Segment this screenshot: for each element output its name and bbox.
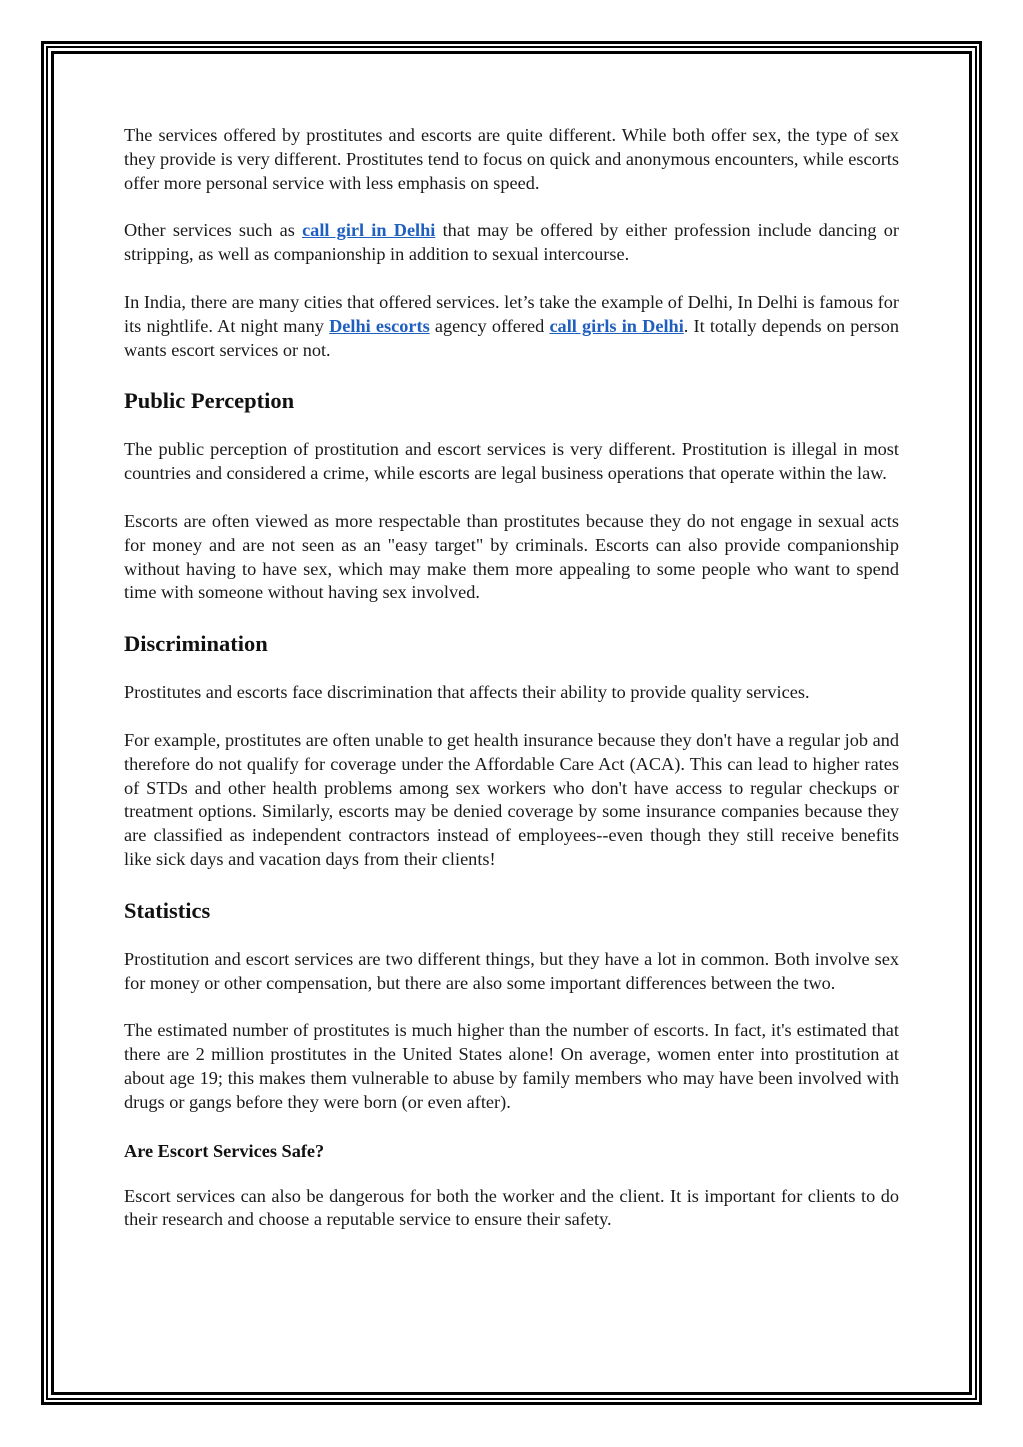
link-call-girls-in-delhi[interactable]: call girls in Delhi xyxy=(549,315,684,336)
paragraph-text: In India, there are many cities that offered services. let’s take the example of Delhi, In Delhi is famous for its nightlife. At night many xyxy=(124,291,899,336)
document-body xyxy=(124,124,899,1256)
paragraph-statistics-2: The estimated number of prostitutes is much higher than the number of escorts. In fact, it's estimated that there are 2 million prostitutes in the United States alone! On average, women enter into prostitution at about age 19; this makes them vulnerable to abuse by family members who may have been involved with drugs or gangs before they were born (or even after). xyxy=(124,1020,899,1112)
paragraph-public-perception-1: The public perception of prostitution and escort services is very different. Prostitution is illegal in most countries and considered a crime, while escorts are legal business operations that operate within the law. xyxy=(124,439,899,484)
heading-discrimination: Discrimination xyxy=(124,631,268,657)
heading-statistics: Statistics xyxy=(124,897,211,923)
paragraph-discrimination-2: For example, prostitutes are often unable to get health insurance because they don't have a regular job and therefore do not qualify for coverage under the Affordable Care Act (ACA). This can lead to higher rates of STDs and other health problems among sex workers who don't have access to regular checkups or treatment options. Similarly, escorts may be denied coverage by some insurance companies because they are classified as independent contractors instead of employees--even though they still receive benefits like sick days and vacation days from their clients! xyxy=(124,729,899,869)
link-delhi-escorts[interactable]: Delhi escorts xyxy=(329,315,430,336)
paragraph-intro: The services offered by prostitutes and escorts are quite different. While both offer sex, the type of sex they provide is very different. Prostitutes tend to focus on quick and anonymous encounters, while escorts offer more personal service with less emphasis on speed. xyxy=(124,125,899,193)
heading-public-perception: Public Perception xyxy=(124,388,295,414)
paragraph-india xyxy=(124,291,899,362)
paragraph-text: . It totally depends on person wants escort services or not. xyxy=(124,315,899,360)
paragraph-other-services xyxy=(124,219,899,267)
paragraph-text: that may be offered by either profession include dancing or stripping, as well as companionship in addition to sexual intercourse. xyxy=(124,220,899,265)
paragraph-statistics-1: Prostitution and escort services are two different things, but they have a lot in common. Both involve sex for money or other compensation, but there are also some important differences between the two. xyxy=(124,948,899,993)
paragraph-discrimination-1: Prostitutes and escorts face discrimination that affects their ability to provide quality services. xyxy=(124,682,810,703)
paragraph-safety: Escort services can also be dangerous for both the worker and the client. It is important for clients to do their research and choose a reputable service to ensure their safety. xyxy=(124,1185,899,1230)
link-call-girl-in-delhi[interactable]: call girl in Delhi xyxy=(302,220,436,241)
paragraph-public-perception-2: Escorts are often viewed as more respectable than prostitutes because they do not engage in sexual acts for money and are not seen as an "easy target" by criminals. Escorts can also provide companionship without having to have sex, which may make them more appealing to some people who want to spend time with someone without having sex involved. xyxy=(124,510,899,603)
paragraph-text: Other services such as xyxy=(124,220,303,241)
paragraph-text: agency offered xyxy=(429,315,550,336)
heading-are-escort-services-safe: Are Escort Services Safe? xyxy=(124,1140,325,1161)
